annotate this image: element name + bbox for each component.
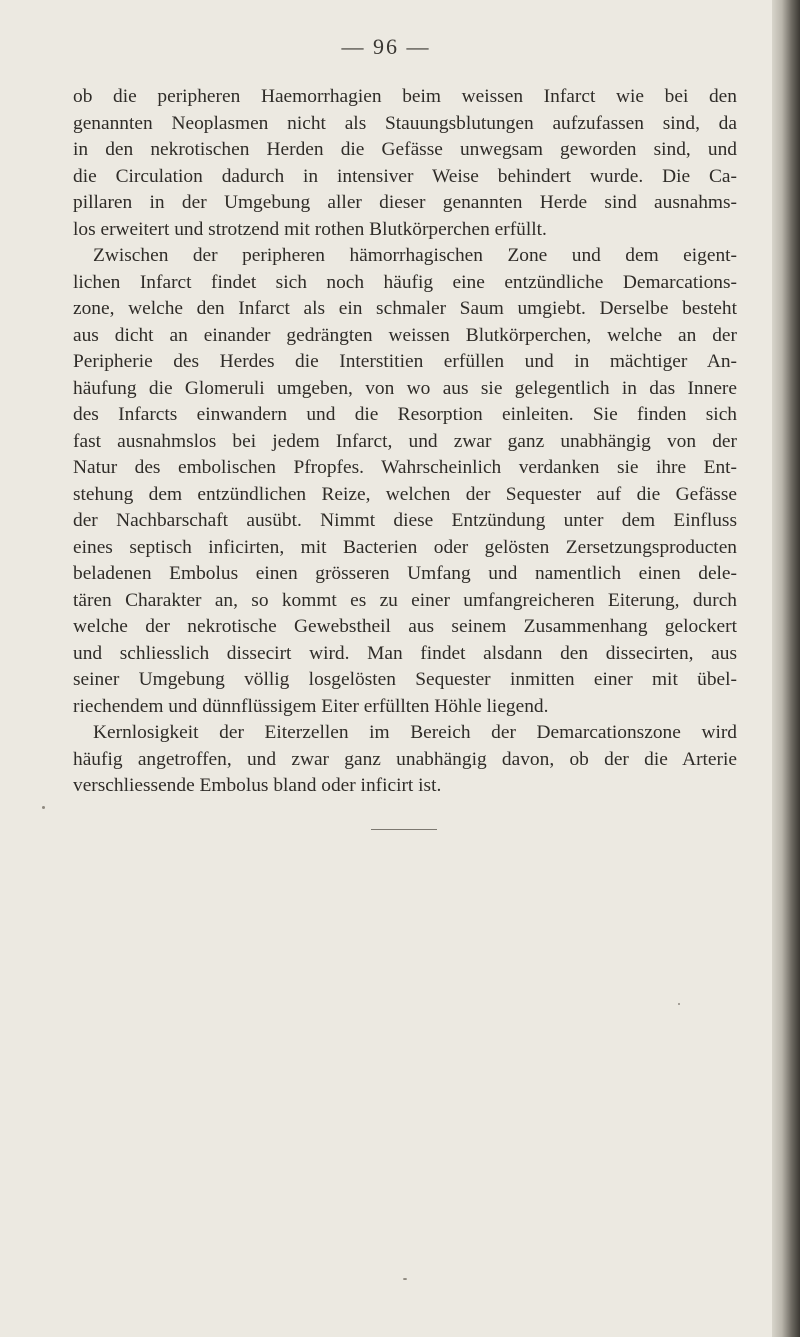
text-line: welche der nekrotische Gewebstheil aus seinem Zusammenhang gelockert — [73, 616, 737, 637]
text-line: die Circulation dadurch in intensiver Weise behindert wurde. Die Ca- — [73, 165, 737, 187]
text-line: lichen Infarct findet sich noch häufig eine entzündliche Demarcations- — [73, 271, 737, 293]
text-line: häufung die Glomeruli umgeben, von wo aus sie gelegentlich in das Innere — [73, 377, 737, 399]
text-line: aus dicht an einander gedrängten weissen Blutkörperchen, welche an der — [73, 324, 737, 346]
text-line: Natur des embolischen Pfropfes. Wahrscheinlich verdanken sie ihre Ent- — [73, 457, 737, 478]
paper-speck — [42, 806, 45, 809]
text-line: häufig angetroffen, und zwar ganz unabhängig davon, ob der die Arterie — [73, 748, 737, 770]
book-binding-edge — [772, 0, 800, 1337]
body-text — [73, 84, 737, 800]
text-line: eines septisch inficirten, mit Bacterien oder gelösten Zersetzungsproducten — [73, 536, 737, 558]
text-line: in den nekrotischen Herden die Gefässe unwegsam geworden sind, und — [73, 139, 737, 160]
text-line: der Nachbarschaft ausübt. Nimmt diese Entzündung unter dem Einfluss — [73, 510, 737, 531]
page-number: — 96 — — [341, 34, 431, 59]
text-line: und schliesslich dissecirt wird. Man findet alsdann den dissecirten, aus — [73, 642, 737, 664]
text-line: pillaren in der Umgebung aller dieser genannten Herde sind ausnahms- — [73, 192, 737, 213]
text-line: tären Charakter an, so kommt es zu einer umfangreicheren Eiterung, durch — [73, 589, 737, 611]
text-line: des Infarcts einwandern und die Resorption einleiten. Sie finden sich — [73, 404, 737, 425]
paper-speck — [403, 1278, 407, 1280]
text-line: Kernlosigkeit der Eiterzellen im Bereich der Demarcationszone wird — [93, 722, 737, 743]
text-line: los erweitert und strotzend mit rothen Blutkörperchen erfüllt. — [73, 218, 547, 240]
text-line: zone, welche den Infarct als ein schmaler Saum umgiebt. Derselbe besteht — [73, 298, 737, 319]
text-line: Peripherie des Herdes die Interstitien erfüllen und in mächtiger An- — [73, 351, 737, 372]
text-line: seiner Umgebung völlig losgelösten Sequester inmitten einer mit übel- — [73, 669, 737, 690]
text-line: ob die peripheren Haemorrhagien beim weissen Infarct wie bei den — [73, 86, 737, 107]
text-line: genannten Neoplasmen nicht als Stauungsblutungen aufzufassen sind, da — [73, 112, 737, 134]
separator-rule — [371, 829, 437, 830]
text-line: riechendem und dünnflüssigem Eiter erfüllten Höhle liegend. — [73, 695, 549, 717]
text-line: Zwischen der peripheren hämorrhagischen Zone und dem eigent- — [93, 245, 737, 266]
paper-speck — [678, 1003, 680, 1005]
text-line: stehung dem entzündlichen Reize, welchen der Sequester auf die Gefässe — [73, 483, 737, 505]
text-line: verschliessende Embolus bland oder inficirt ist. — [73, 775, 442, 796]
text-line: beladenen Embolus einen grösseren Umfang und namentlich einen dele- — [73, 563, 737, 584]
text-line: fast ausnahmslos bei jedem Infarct, und zwar ganz unabhängig von der — [73, 430, 737, 452]
